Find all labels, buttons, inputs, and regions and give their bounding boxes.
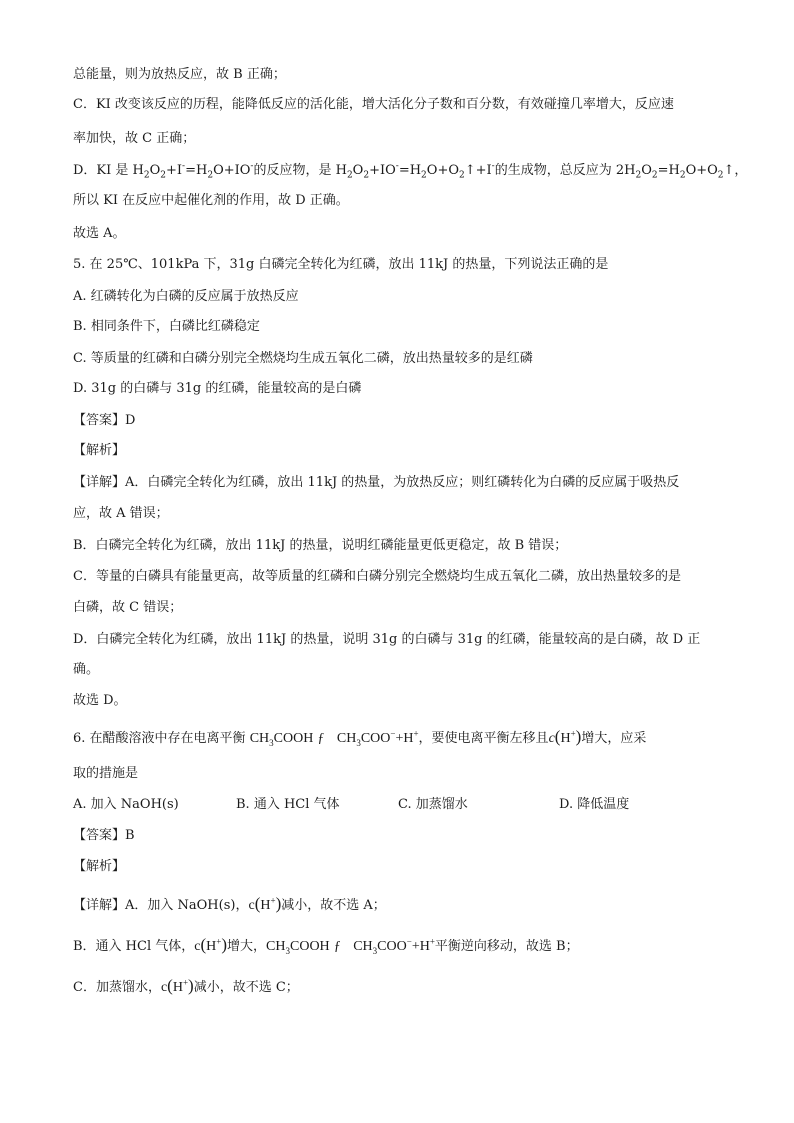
- answer-label: 【答案】D: [73, 413, 136, 428]
- analysis-label: 【解析】: [73, 443, 126, 458]
- question-6-option-c: C. 加蒸馏水: [398, 797, 468, 812]
- text-line: 故选 D。: [73, 693, 127, 708]
- text-line: 故选 A。: [73, 226, 126, 241]
- text-line: B．白磷完全转化为红磷，放出 11kJ 的热量，说明红磷能量更低更稳定，故 B 错误；: [73, 538, 568, 553]
- question-5-option-a: A. 红磷转化为白磷的反应属于放热反应: [73, 289, 299, 304]
- text-line: 白磷，故 C 错误；: [73, 600, 183, 615]
- text-line: C．KI 改变该反应的历程，能降低反应的活化能，增大活化分子数和百分数，有效碰撞几率增大，反应速: [73, 97, 674, 112]
- answer-label: 【答案】B: [73, 828, 135, 843]
- question-6-option-d: D. 降低温度: [559, 797, 630, 812]
- analysis-label: 【解析】: [73, 859, 126, 874]
- detail-b-line: B．通入 HCl 气体，c(H+)增大，$CH_3COOH$ ƒ $CH_3COO^-+H^+$平衡逆向移动，故选 B；: [73, 935, 579, 956]
- question-6-option-b: B. 通入 HCl 气体: [236, 797, 340, 812]
- text-line: C．等量的白磷具有能量更高，故等质量的红磷和白磷分别完全燃烧均生成五氧化二磷，放出热量较多的是: [73, 569, 681, 584]
- text-line: 总能量，则为放热反应，故 B 正确；: [73, 67, 286, 82]
- text-line-formula: D．KI 是 $H_2O_2+I^-=H_2O+IO^-$的反应物，是 $H_2O_2+IO^-=H_2O+O_2↑+I^-$的生成物，总反应为 $2H_2O_2=H_2O+O_2↑$，: [73, 161, 748, 181]
- question-5-option-b: B. 相同条件下，白磷比红磷稳定: [73, 319, 260, 334]
- question-6-options: [73, 796, 629, 814]
- question-6-stem: 6. 在醋酸溶液中存在电离平衡 $CH_3COOH$ ƒ $CH_3COO^-+H^+$，要使电离平衡左移且c(H+)增大，应采: [73, 727, 647, 748]
- question-5-option-c: C. 等质量的红磷和白磷分别完全燃烧均生成五氧化二磷，放出热量较多的是红磷: [73, 351, 533, 366]
- question-5-option-d: D. 31g 的白磷与 31g 的红磷，能量较高的是白磷: [73, 381, 362, 396]
- text-line: 【详解】A．白磷完全转化为红磷，放出 11kJ 的热量，为放热反应；则红磷转化为白磷的反应属于吸热反: [73, 475, 680, 490]
- text-line: 所以 KI 在反应中起催化剂的作用，故 D 正确。: [73, 193, 349, 208]
- text-line: 取的措施是: [73, 766, 139, 781]
- question-5-stem: 5. 在 25℃、101kPa 下，31g 白磷完全转化为红磷，放出 11kJ 的热量，下列说法正确的是: [73, 257, 609, 272]
- text-line: 应，故 A 错误；: [73, 506, 169, 521]
- text-line: D．白磷完全转化为红磷，放出 11kJ 的热量，说明 31g 的白磷与 31g 的红磷，能量较高的是白磷，故 D 正: [73, 632, 701, 647]
- detail-c-line: C．加蒸馏水，c(H+)减小，故不选 C；: [73, 976, 299, 995]
- text-line: 确。: [73, 662, 100, 677]
- text-line: 率加快，故 C 正确；: [73, 131, 196, 146]
- question-6-option-a: A. 加入 NaOH(s): [73, 797, 179, 812]
- detail-a-line: 【详解】A．加入 NaOH(s)，c(H+)减小，故不选 A；: [73, 894, 386, 913]
